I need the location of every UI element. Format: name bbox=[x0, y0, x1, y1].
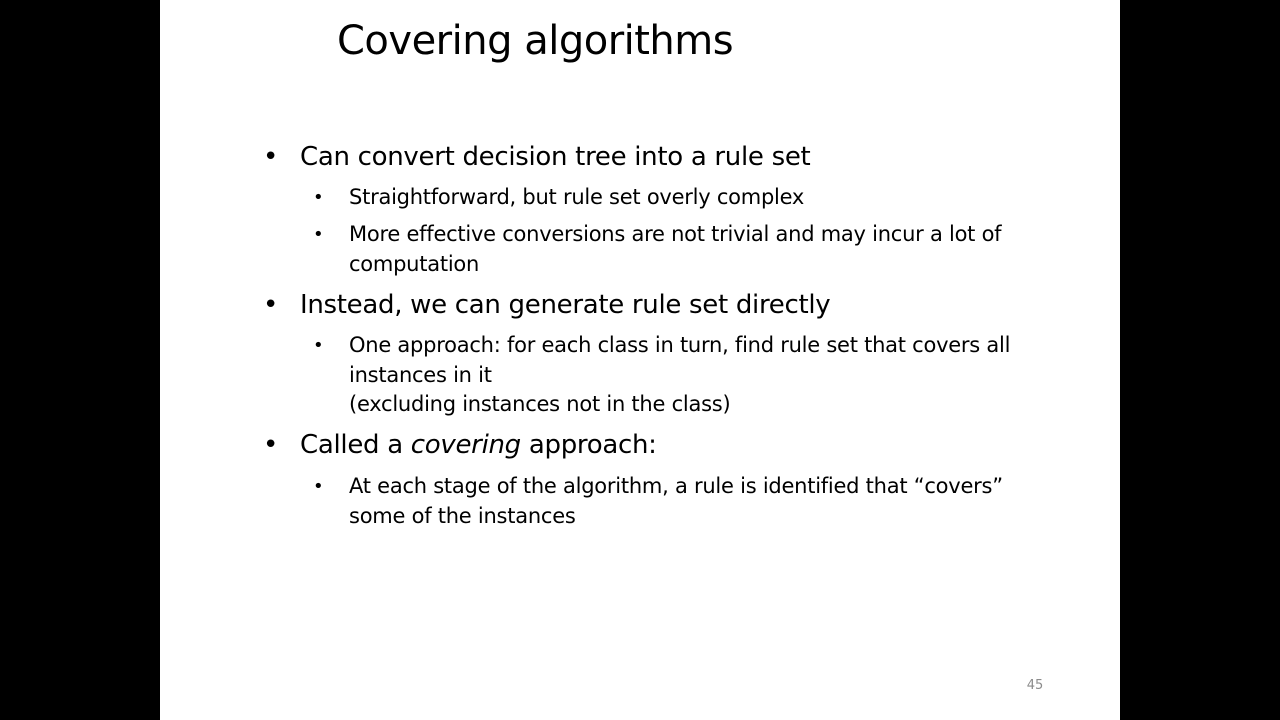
sub-bullet-text bbox=[349, 220, 1001, 279]
bullet-text bbox=[300, 430, 657, 460]
slide bbox=[160, 0, 1120, 720]
sub-bullet-dot: • bbox=[313, 476, 324, 497]
bullet-dot: • bbox=[263, 142, 279, 172]
bullet-text-before: Called a bbox=[300, 430, 411, 460]
sub-bullet-line: computation bbox=[349, 251, 480, 276]
bullet-dot: • bbox=[263, 290, 279, 320]
sub-bullet-dot: • bbox=[313, 187, 324, 208]
sub-bullet-text bbox=[349, 331, 1010, 420]
sub-bullet-line: instances in it bbox=[349, 362, 492, 387]
sub-bullet-line: One approach: for each class in turn, find rule set that covers all bbox=[349, 333, 1011, 357]
sub-bullet-line: More effective conversions are not trivial and may incur a lot of bbox=[349, 222, 1002, 246]
sub-bullet-line: (excluding instances not in the class) bbox=[349, 392, 731, 416]
sub-bullet-line: Straightforward, but rule set overly complex bbox=[349, 185, 805, 209]
sub-bullet-text bbox=[349, 183, 804, 213]
sub-bullet-dot: • bbox=[313, 224, 324, 245]
sub-bullet-line: some of the instances bbox=[349, 503, 576, 528]
bullet-text: Instead, we can generate rule set directly bbox=[300, 290, 831, 320]
bullet-text: Can convert decision tree into a rule set bbox=[300, 142, 811, 172]
sub-bullet-line: At each stage of the algorithm, a rule is identified that “covers” bbox=[349, 474, 1003, 498]
sub-bullet-dot: • bbox=[313, 335, 324, 356]
bullet-text-emphasis: covering bbox=[410, 430, 521, 460]
bullet-dot: • bbox=[263, 430, 279, 460]
sub-bullet-text bbox=[349, 472, 1003, 531]
slide-page-number: 45 bbox=[1026, 678, 1044, 693]
slide-title: Covering algorithms bbox=[337, 18, 734, 64]
bullet-text-after: approach: bbox=[520, 430, 657, 460]
